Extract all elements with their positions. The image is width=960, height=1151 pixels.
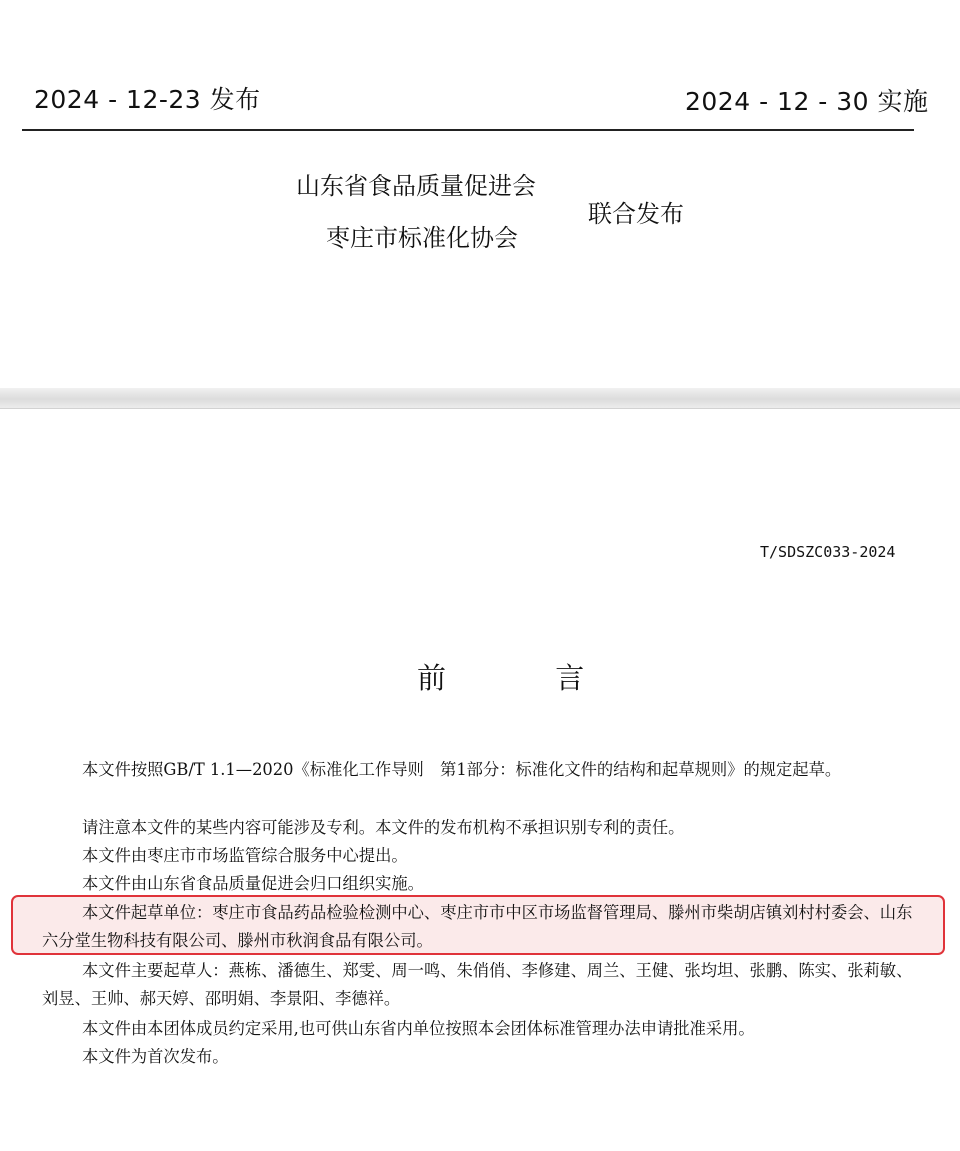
drafting-units-paragraph: 本文件起草单位：枣庄市食品药品检验检测中心、枣庄市市中区市场监督管理局、滕州市柴胡店镇刘村村委会、山东六分堂生物科技有限公司、滕州市秋润食品有限公司。 <box>42 903 913 950</box>
issuing-organization-2: 枣庄市标准化协会 <box>326 224 518 252</box>
foreword-paragraph: 本文件按照GB/T 1.1—2020《标准化工作导则 第1部分：标准化文件的结构和起草规则》的规定起草。 <box>82 760 842 779</box>
issuing-organization-1: 山东省食品质量促进会 <box>296 172 536 200</box>
foreword-paragraph: 请注意本文件的某些内容可能涉及专利。本文件的发布机构不承担识别专利的责任。 <box>82 818 685 837</box>
joint-release-label: 联合发布 <box>588 200 684 228</box>
publish-date: 2024 - 12-23 发布 <box>34 85 261 114</box>
standard-code: T/SDSZC033-2024 <box>760 543 896 561</box>
foreword-paragraph: 本文件由枣庄市市场监管综合服务中心提出。 <box>82 846 408 865</box>
foreword-title: 前 言 <box>417 661 635 695</box>
drafters-paragraph: 本文件主要起草人：燕栋、潘德生、郑雯、周一鸣、朱俏俏、李修建、周兰、王健、张均坦、张鹏、陈实、张莉敏、刘昱、王帅、郝天婷、邵明娟、李景阳、李德祥。 <box>42 961 913 1008</box>
page-separator <box>0 388 960 409</box>
implement-date: 2024 - 12 - 30 实施 <box>685 87 929 116</box>
foreword-paragraph: 本文件由本团体成员约定采用,也可供山东省内单位按照本会团体标准管理办法申请批准采用。 <box>82 1019 755 1038</box>
foreword-paragraph: 本文件为首次发布。 <box>82 1047 229 1066</box>
foreword-paragraph: 本文件由山东省食品质量促进会归口组织实施。 <box>82 874 424 893</box>
header-divider <box>22 129 914 131</box>
